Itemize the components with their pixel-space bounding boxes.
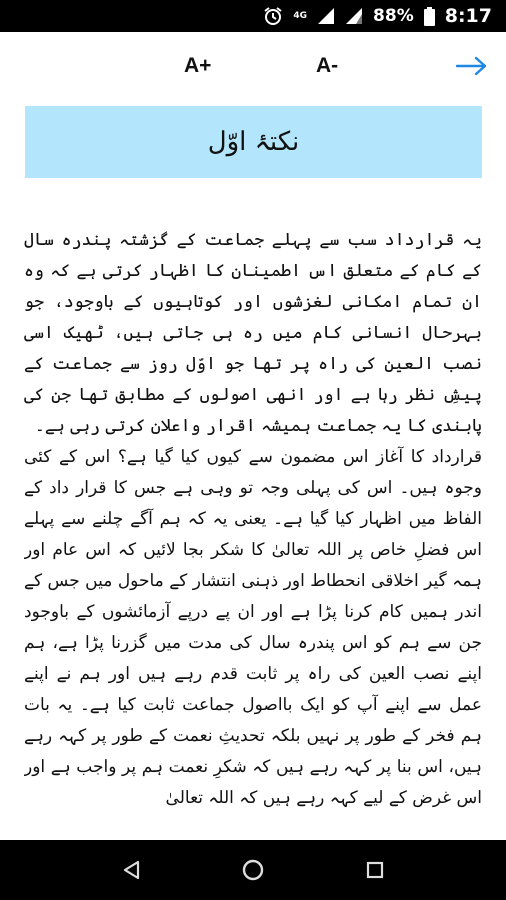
network-label: 4G bbox=[293, 10, 308, 21]
article-text bbox=[24, 225, 482, 840]
signal-icon bbox=[345, 7, 363, 25]
recents-square-icon bbox=[365, 860, 385, 880]
home-button[interactable] bbox=[233, 850, 273, 890]
signal-icon bbox=[317, 7, 335, 25]
battery-percentage: 88% bbox=[373, 6, 414, 26]
clock: 8:17 bbox=[444, 5, 492, 27]
back-button[interactable] bbox=[111, 850, 151, 890]
chapter-title: نکتۂ اوّل bbox=[207, 127, 300, 157]
next-page-button[interactable] bbox=[455, 54, 489, 78]
font-decrease-button[interactable]: A- bbox=[316, 54, 339, 77]
network-4g-icon bbox=[293, 12, 307, 21]
paragraph: قرارداد کا آغاز اس مضمون سے کیوں کیا گیا ہے؟ اس کے کئی وجوہ ہیں۔ اس کی پہلی وجہ تو وہی ہے جس کا قرار داد کے الفاظ میں اظہار کیا گیا ہے۔ یعنی یہ کہ ہم آگے چلنے سے پہلے اس فضلِ خاص پر اللہ تعالیٰ کا شکر بجا لائیں کہ اس عام اور ہمہ گیر اخلاقی انحطاط اور ذہنی انتشار کے ماحول میں جس کے اندر ہمیں کام کرنا پڑا ہے اور ان پے درپے آزمائشوں کے باوجود جن سے ہم کو اس پندرہ سال کی مدت میں گزرنا پڑا ہے، ہم اپنے نصب العین کی راہ پر ثابت قدم رہے ہیں اور ہم نے اپنے عمل سے اپنے آپ کو ایک بااصول جماعت ثابت کیا ہے۔ یہ بات ہم فخر کے طور پر نہیں بلکہ تحدیثِ نعمت کے طور پر کہہ رہے ہیں، اس بنا پر کہہ رہے ہیں کہ شکرِ نعمت ہم پر واجب ہے اور اس غرض کے لیے کہہ رہے ہیں کہ اللہ تعالیٰ bbox=[24, 447, 482, 808]
arrow-right-icon bbox=[455, 54, 489, 78]
alarm-icon bbox=[263, 6, 283, 26]
paragraph: یہ قرارداد سب سے پہلے جماعت کے گزشتہ پندرہ سال کے کام کے متعلق اس اطمینان کا اظہار کرتی ہے کہ وہ ان تمام امکانی لغزشوں اور کوتاہیوں کے باوجود، جو بہرحال انسانی کام میں رہ ہی جاتی ہیں، ٹھیک اسی نصب العین کی راہ پر تھا جو اوّل روز سے جماعت کے پیشِ نظر رہا ہے اور انھی اصولوں کے مطابق تھا جن کی پابندی کا یہ جماعت ہمیشہ اقرار واعلان کرتی رہی ہے۔ bbox=[24, 230, 482, 436]
reader-toolbar bbox=[0, 32, 506, 102]
system-navigation-bar bbox=[0, 840, 506, 900]
back-triangle-icon bbox=[122, 860, 140, 880]
recents-button[interactable] bbox=[355, 850, 395, 890]
home-circle-icon bbox=[241, 858, 265, 882]
font-increase-button[interactable]: A+ bbox=[184, 54, 212, 77]
status-bar bbox=[0, 0, 506, 32]
chapter-banner bbox=[25, 106, 482, 178]
battery-icon bbox=[424, 7, 435, 26]
